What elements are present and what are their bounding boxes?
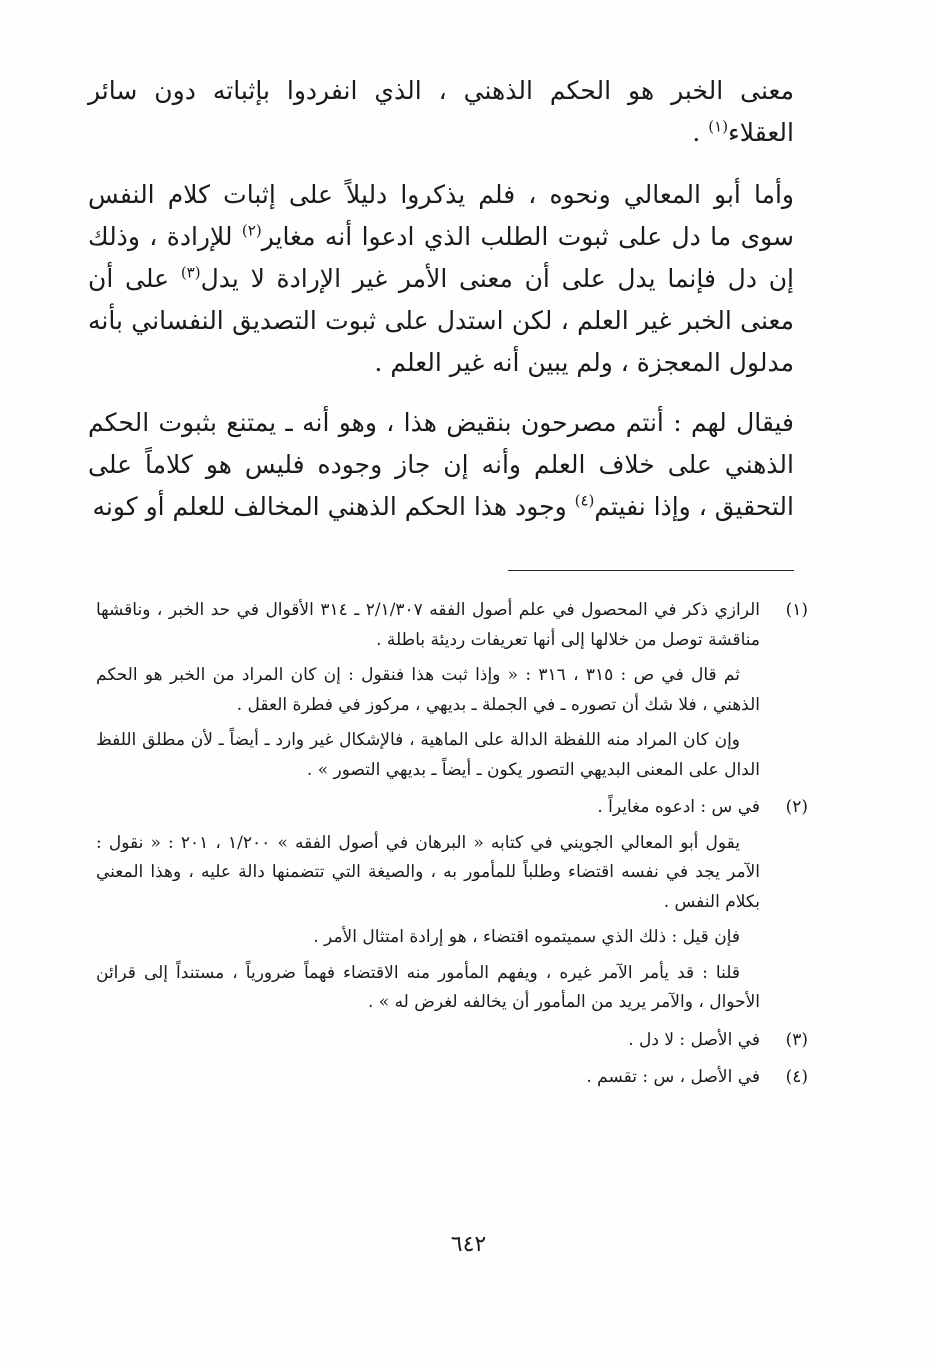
main-text <box>88 70 794 546</box>
footnote-ref-1[interactable]: (١) <box>708 117 729 136</box>
paragraph-3 <box>88 402 794 528</box>
footnote-separator <box>508 570 794 571</box>
paragraph-2-text-a: وأما أبو المعالي ونحوه ، فلم يذكروا دليلاً على إثبات كلام النفس سوى ما دل على ثبوت الطلب الذي ادعوا أنه مغاير <box>88 180 794 251</box>
paragraph-3-text-a: فيقال لهم : أنتم مصرحون بنقيض هذا ، وهو أنه ـ يمتنع بثبوت الحكم الذهني على خلاف العلم وأنه إن جاز وجوده فليس هو كلاماً على التحقيق ، وإذا نفيتم <box>88 408 794 521</box>
footnote-number: (٣) <box>785 1029 808 1050</box>
paragraph-1-end: . <box>692 118 709 147</box>
footnote-ref-4[interactable]: (٤) <box>574 491 595 510</box>
footnote-line: الرازي ذكر في المحصول في علم أصول الفقه ٢/١/٣٠٧ ـ ٣١٤ الأقوال في حد الخبر ، وناقشها مناقشة توصل من خلالها إلى أنها تعريفات رديئة باطلة . <box>96 600 761 650</box>
footnote-2 <box>96 793 808 1024</box>
footnote-body <box>96 596 760 791</box>
footnote-body <box>96 1063 760 1099</box>
footnote-number: (٤) <box>785 1067 808 1087</box>
footnote-line: قلنا : قد يأمر الآمر غيره ، ويفهم المأمور منه الاقتضاء فهماً ضرورياً ، مستنداً إلى قرائن الأحوال ، والآمر يريد من المأمور أن يخالفه لغرض له » . <box>96 962 760 1012</box>
footnote-body <box>96 1026 760 1062</box>
footnote-4 <box>96 1063 808 1099</box>
footnote-line: في س : ادعوه مغايراً . <box>597 797 760 817</box>
footnote-3 <box>96 1026 808 1062</box>
footnote-number: (١) <box>785 600 808 620</box>
footnote-line: في الأصل ، س : تقسم . <box>586 1067 760 1087</box>
footnote-body <box>96 793 760 1024</box>
paragraph-1-text: معنى الخبر هو الحكم الذهني ، الذي انفردوا بإثباته دون سائر العقلاء <box>88 76 794 147</box>
paragraph-2 <box>88 174 794 384</box>
footnote-1 <box>96 596 808 791</box>
footnote-line: ثم قال في ص : ٣١٥ ، ٣١٦ : « وإذا ثبت هذا فنقول : إن كان المراد من الخبر هو الحكم الذهني ، فلا شك أن تصوره ـ في الجملة ـ بديهي ، مركوز في فطرة العقل . <box>96 665 760 715</box>
footnote-line: في الأصل : لا دل . <box>628 1029 760 1050</box>
footnote-line: فإن قيل : ذلك الذي سميتموه اقتضاء ، هو إرادة امتثال الأمر . <box>313 927 740 947</box>
paragraph-3-text-b: وجود هذا الحكم الذهني المخالف للعلم أو كونه <box>92 492 575 521</box>
footnote-line: يقول أبو المعالي الجويني في كتابه « البرهان في أصول الفقه » ١/٢٠٠ ، ٢٠١ : « نقول : الآمر يجد في نفسه اقتضاء وطلباً للمأمور به ، والصيغة التي تتضمنها دالة عليه ، وهذا المعني بكلام النفس . <box>96 832 760 912</box>
footnote-ref-2[interactable]: (٢) <box>241 221 262 240</box>
paragraph-2-text-b: للإرادة ، وذلك إن دل فإنما يدل على أن معنى الأمر غير الإرادة لا يدل <box>88 222 794 293</box>
paragraph-2-text-c: على أن معنى الخبر غير العلم ، لكن استدل على ثبوت التصديق النفساني بأنه مدلول المعجزة ، ولم يبين أنه غير العلم . <box>88 264 794 377</box>
footnote-ref-3[interactable]: (٣) <box>180 263 201 282</box>
footnote-number: (٢) <box>785 797 808 817</box>
page-number: ٦٤٢ <box>450 1232 487 1257</box>
footnote-line: وإن كان المراد منه اللفظة الدالة على الماهية ، فالإشكال غير وارد ـ أيضاً ـ لأن مطلق اللفظ الدال على المعنى البديهي التصور يكون ـ أيضاً ـ بديهي التصور » . <box>96 730 760 780</box>
footnotes <box>96 596 808 1101</box>
paragraph-1 <box>88 70 794 154</box>
